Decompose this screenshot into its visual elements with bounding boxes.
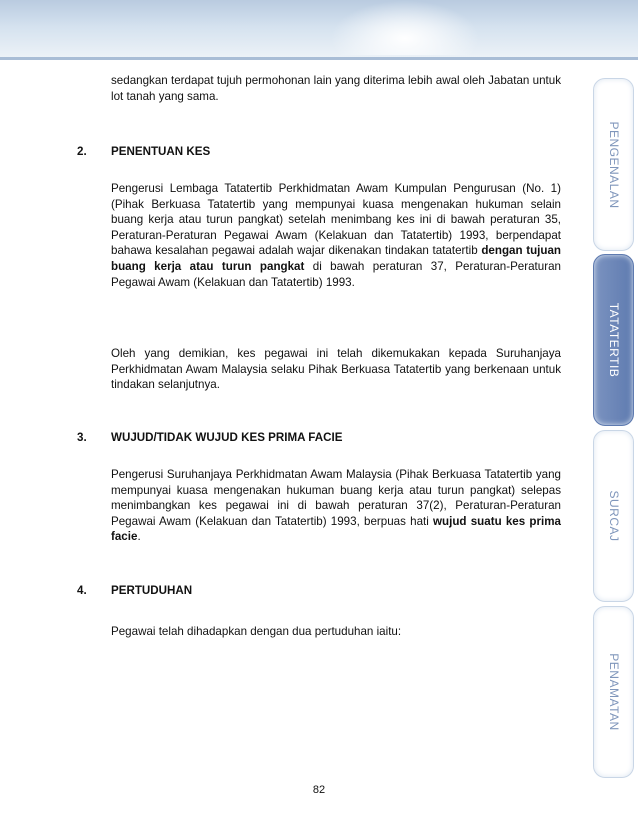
section-3-number: 3. xyxy=(77,431,87,444)
section-3-p1-text: Pengerusi Suruhanjaya Perkhidmatan Awam Malaysia (Pihak Berkuasa Tatatertib yang mempunyai kuasa mengenakan hukuman buang kerja atau turun pangkat) selepas menimbangkan kes pegawai ini di bawah peraturan 37(2), Peraturan-Peraturan Pegawai Awam (Kelakuan dan Tatatertib) 1993, berpuas hati xyxy=(111,468,561,528)
section-2-number: 2. xyxy=(77,145,87,158)
section-4-number: 4. xyxy=(77,584,87,597)
section-2-p1-text-end: di bawah peraturan 37, Peraturan-Peraturan Pegawai Awam (Kelakuan dan Tatatertib) 1993. xyxy=(111,259,561,289)
tab-surcaj[interactable] xyxy=(593,430,634,602)
section-3-p1-emphasis: wujud suatu kes prima facie xyxy=(111,514,561,544)
tab-pengenalan[interactable] xyxy=(593,78,634,251)
section-2-p1-emphasis: dengan tujuan buang kerja atau turun pangkat xyxy=(111,244,561,273)
section-3-title: WUJUD/TIDAK WUJUD KES PRIMA FACIE xyxy=(111,431,343,444)
page-number: 82 xyxy=(312,784,326,796)
section-2-paragraph-2: Oleh yang demikian, kes pegawai ini telah dikemukakan kepada Suruhanjaya Perkhidmatan Awam Malaysia selaku Pihak Berkuasa Tatatertib yang berkenaan untuk tindakan selanjutnya. xyxy=(111,347,561,392)
tab-penamatan[interactable] xyxy=(593,606,634,778)
tab-tatatertib-label: TATATERTIB xyxy=(606,302,621,378)
section-4-title: PERTUDUHAN xyxy=(111,584,193,597)
section-3-p1-text-end: . xyxy=(137,530,141,544)
section-2-paragraph-1 xyxy=(111,181,561,290)
section-4-paragraph-1: Pegawai telah dihadapkan dengan dua pertuduhan iaitu: xyxy=(111,625,402,638)
tab-pengenalan-label: PENGENALAN xyxy=(606,120,621,209)
section-2-title: PENENTUAN KES xyxy=(111,145,211,158)
tab-surcaj-label: SURCAJ xyxy=(606,490,621,542)
tab-tatatertib[interactable] xyxy=(593,254,634,426)
intro-paragraph: sedangkan terdapat tujuh permohonan lain yang diterima lebih awal oleh Jabatan untuk lot tanah yang sama. xyxy=(111,74,561,103)
tab-penamatan-label: PENAMATAN xyxy=(606,653,621,731)
section-3-paragraph-1 xyxy=(111,467,561,545)
section-2-p1-text: Pengerusi Lembaga Tatatertib Perkhidmatan Awam Kumpulan Pengurusan (No. 1) (Pihak Berkuasa Tatatertib yang mempunyai kuasa mengenakan hukuman selain buang kerja atau turun pangkat) setelah menimbang kes ini di bawah peraturan 35, Peraturan-Peraturan Pegawai Awam (Kelakuan dan Tatatertib) 1993, berpendapat bahawa kesalahan pegawai adalah wajar dikenakan tindakan tatatertib xyxy=(111,182,561,258)
